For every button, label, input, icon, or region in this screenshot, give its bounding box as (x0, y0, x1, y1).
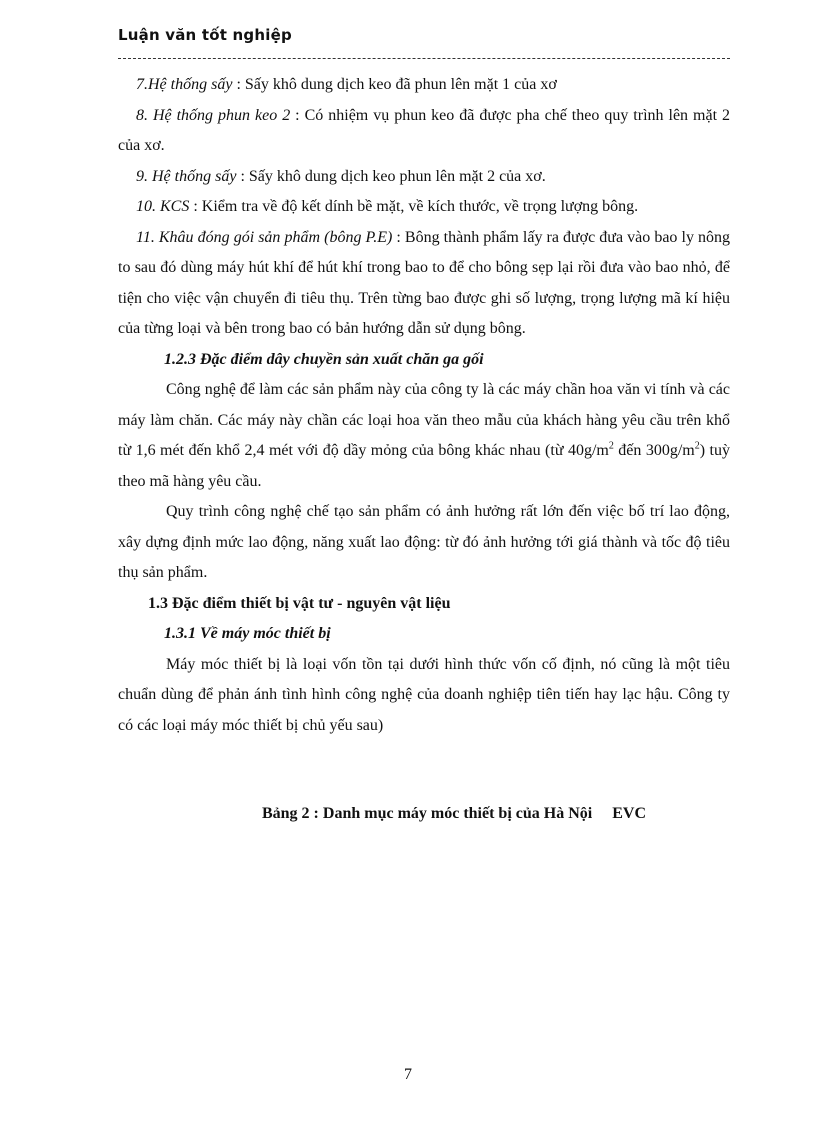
item-11-text: : Bông thành phẩm lấy ra được đưa vào bao ly nông to sau đó dùng máy hút khí để hút khí trong bao to để cho bông sẹp lại rồi đưa vào bao nhỏ, để tiện cho việc vận chuyển đi tiêu thụ. Trên từng bao được ghi số lượng, trọng lượng mã kí hiệu của từng loại và bên trong bao có bản hướng dẫn sử dụng bông. (118, 228, 731, 337)
item-11 (118, 223, 730, 345)
item-8 (118, 101, 730, 162)
item-10 (118, 192, 730, 223)
item-8-label: 8. Hệ thống phun keo 2 (136, 106, 291, 124)
item-9-label: 9. Hệ thống sấy (136, 167, 237, 185)
section-1-2-3-paragraph-1 (118, 375, 730, 497)
spacer (118, 741, 730, 799)
section-1-2-3-paragraph-2: Quy trình công nghệ chế tạo sản phẩm có ảnh hưởng rất lớn đến việc bố trí lao động, xây dựng định mức lao động, năng xuất lao động: từ đó ảnh hưởng tới giá thành và tốc độ tiêu thụ sản phẩm. (118, 503, 730, 581)
paragraph-text: ) tuỳ theo mã hàng yêu cầu. (118, 442, 730, 490)
section-1-2-3-heading: 1.2.3 Đặc điểm dây chuyền sản xuất chăn ga gối (164, 350, 484, 368)
section-1-3-1-paragraph: Máy móc thiết bị là loại vốn tồn tại dưới hình thức vốn cố định, nó cũng là một tiêu chuẩn dùng để phản ánh tình hình công nghệ của doanh nghiệp tiên tiến hay lạc hậu. Công ty có các loại máy móc thiết bị chủ yếu sau) (118, 655, 730, 734)
superscript: 2 (608, 440, 614, 452)
item-7-text: : Sấy khô dung dịch keo đã phun lên mặt 1 của xơ (232, 76, 557, 93)
superscript: 2 (694, 440, 700, 452)
item-7-label: 7.Hệ thống sấy (136, 76, 233, 93)
item-7 (118, 70, 730, 101)
item-11-label: 11. Khâu đóng gói sản phẩm (bông P.E) (136, 228, 393, 246)
item-8-text: : Có nhiệm vụ phun keo đã được pha chế theo quy trình lên mặt 2 của xơ. (118, 106, 731, 154)
paragraph-text: Công nghệ để làm các sản phẩm này của công ty là các máy chần hoa văn vi tính và các máy làm chăn. Các máy này chần các loại hoa văn theo mẫu của khách hàng yêu cầu trên khổ từ 1,6 mét đến khổ 2,4 mét với độ dầy mỏng của bông khác nhau (từ 40g/m (118, 381, 730, 459)
page-number: 7 (404, 1066, 412, 1083)
table-caption: Bảng 2 : Danh mục máy móc thiết bị của Hà Nội EVC (261, 805, 646, 822)
item-10-label: 10. KCS (136, 198, 190, 215)
section-1-3-heading: 1.3 Đặc điểm thiết bị vật tư - nguyên vật liệu (148, 594, 451, 612)
header-divider (118, 58, 730, 59)
running-header: Luận văn tốt nghiệp (118, 26, 292, 44)
paragraph-text: đến 300g/m (613, 442, 695, 459)
item-9 (118, 162, 730, 193)
section-1-3-1-heading: 1.3.1 Về máy móc thiết bị (164, 625, 331, 642)
item-9-text: : Sấy khô dung dịch keo phun lên mặt 2 của xơ. (236, 167, 546, 185)
page-body (118, 70, 730, 830)
item-10-text: : Kiểm tra về độ kết dính bề mặt, về kích thước, về trọng lượng bông. (189, 198, 639, 215)
